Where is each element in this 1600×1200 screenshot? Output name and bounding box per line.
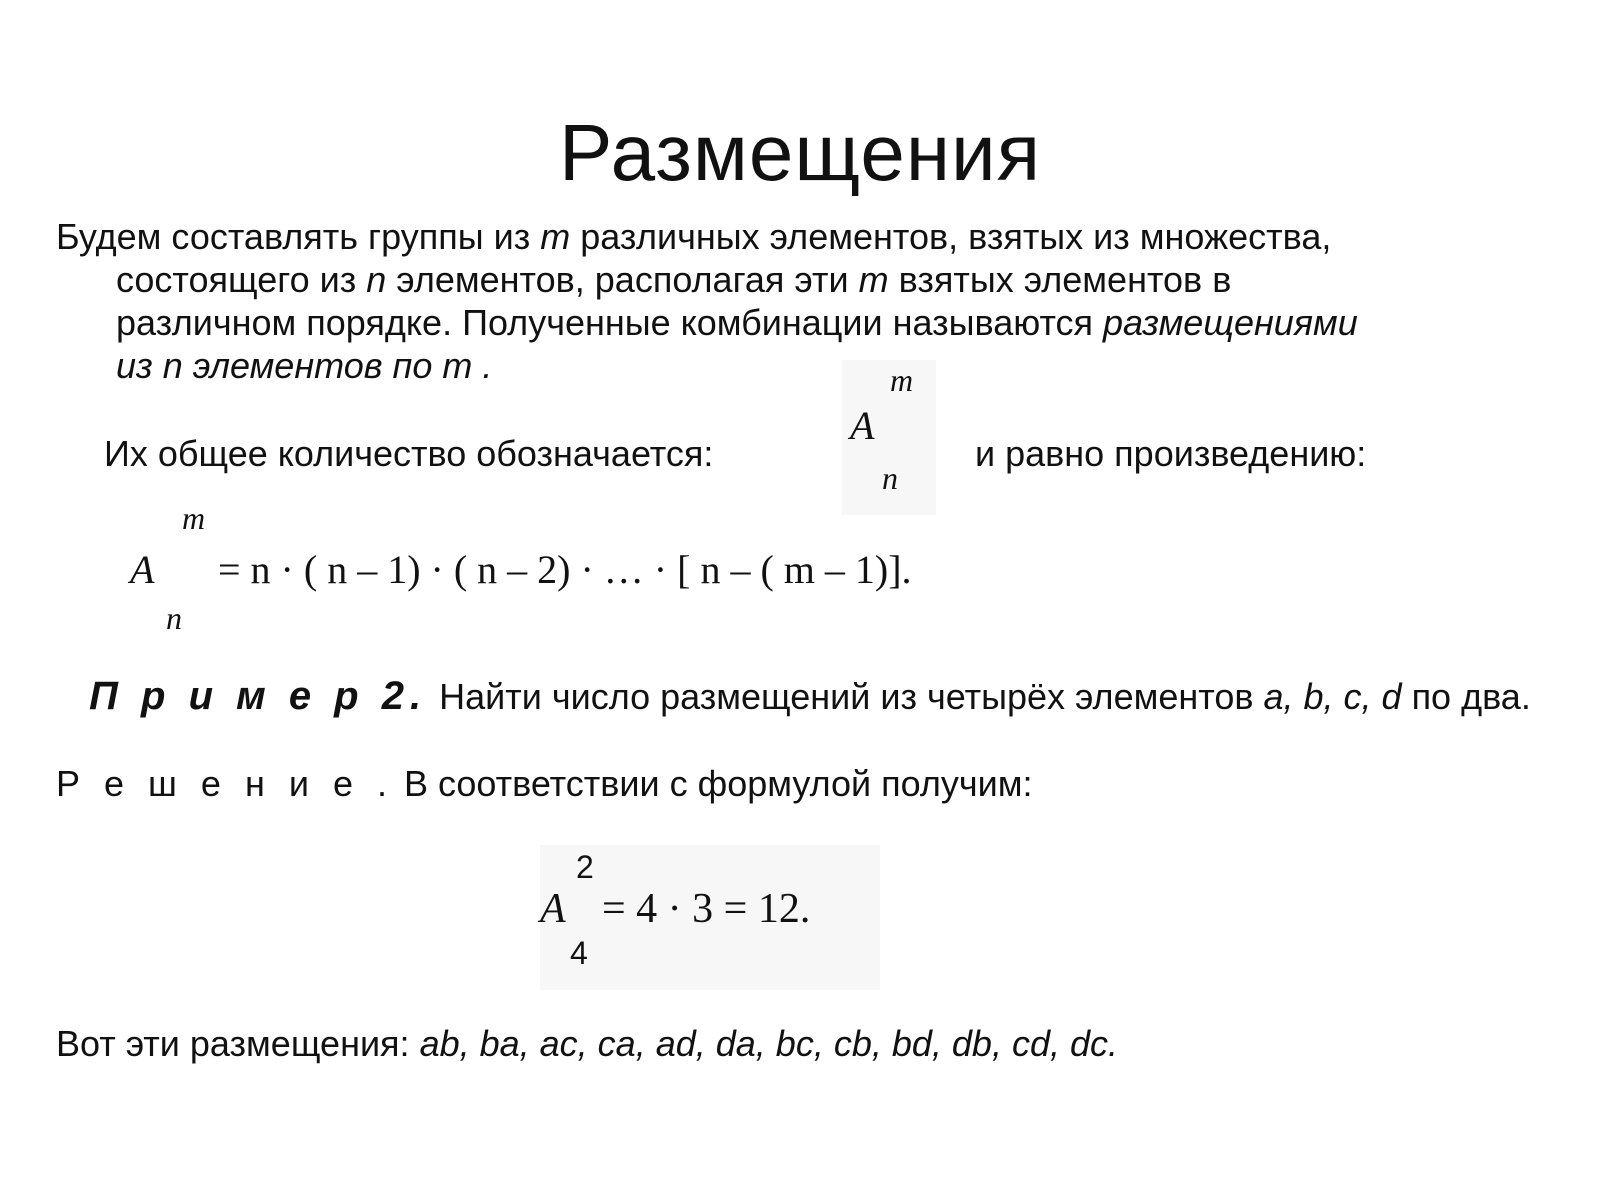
- example-elements: a, b, c, d: [1263, 676, 1402, 717]
- slide-title: Размещения: [558, 108, 1042, 197]
- notation-letter-a: A: [850, 403, 875, 448]
- example-label: П р и м е р 2.: [89, 674, 428, 718]
- definition-line-4: из n элементов по m .: [116, 345, 493, 386]
- example-formula: [540, 845, 880, 990]
- result-label: Вот эти размещения:: [56, 1023, 420, 1064]
- formula-subscript-n: n: [166, 600, 182, 636]
- formula-letter-a: A: [130, 547, 155, 592]
- solution-line: Р е ш е н и е . В соответствии с формулой получим:: [56, 763, 1033, 804]
- notation-text-left: Их общее количество обозначается:: [104, 433, 714, 474]
- notation-text-right: и равно произведению:: [975, 433, 1367, 474]
- example-right-side: = 4 · 3 = 12.: [602, 886, 811, 932]
- definition-line-1: Будем составлять группы из m различных элементов, взятых из множества,: [56, 216, 1332, 257]
- example-subscript: 4: [570, 935, 588, 971]
- example-letter-a: A: [540, 886, 566, 932]
- example-superscript: 2: [576, 849, 594, 885]
- definition-line-3: различном порядке. Полученные комбинации называются размещениями: [116, 302, 1358, 343]
- formula-superscript-m: m: [182, 500, 206, 536]
- formula-right-side: = n · ( n – 1) · ( n – 2) · … · [ n – ( m – 1)].: [218, 547, 912, 592]
- example-statement: П р и м е р 2. Найти число размещений из четырёх элементов a, b, c, d по два.: [89, 674, 1531, 718]
- notation-superscript-m: m: [890, 362, 914, 398]
- notation-subscript-n: n: [882, 460, 898, 496]
- definition-line-2: состоящего из n элементов, располагая эти m взятых элементов в: [116, 259, 1232, 300]
- permutation-formula: [130, 500, 1030, 640]
- notation-formula: [842, 360, 936, 515]
- result-list: ab, ba, ac, ca, ad, da, bc, cb, bd, db, cd, dc.: [419, 1023, 1118, 1064]
- result-line: [56, 1022, 1118, 1065]
- definition-paragraph: [56, 215, 1556, 387]
- solution-label: Р е ш е н и е .: [56, 763, 394, 804]
